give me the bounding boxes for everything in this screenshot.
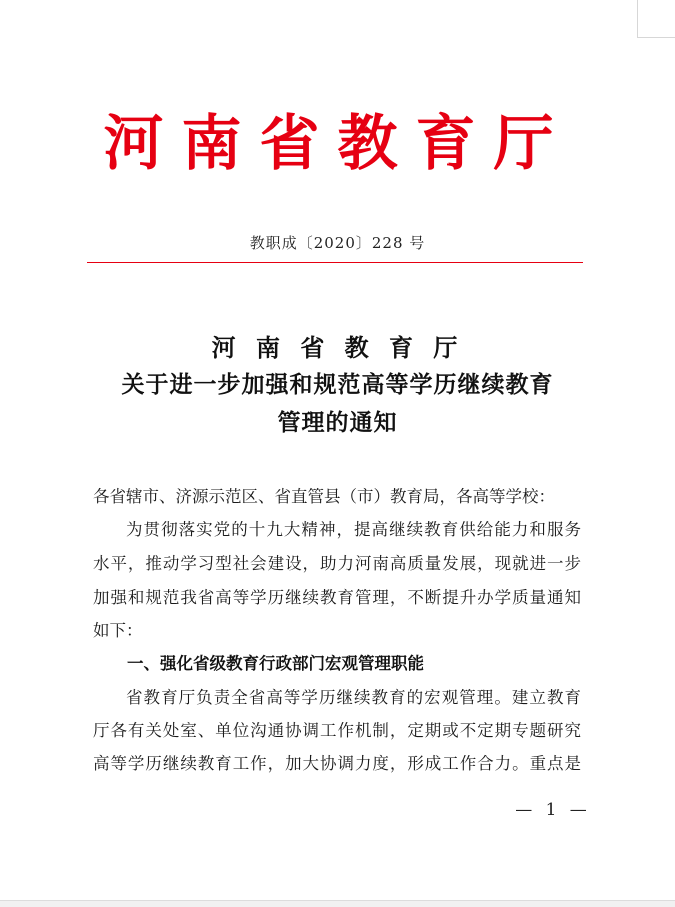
section-heading-1: 一、强化省级教育行政部门宏观管理职能 bbox=[127, 654, 424, 673]
paragraph-1-line-2: 水平，推动学习型社会建设，助力河南高质量发展，现就进一步 bbox=[93, 554, 581, 573]
page-number: — 1 — bbox=[515, 800, 591, 820]
title-line-3: 管理的通知 bbox=[277, 409, 398, 436]
red-divider-line bbox=[87, 262, 583, 263]
title-line-1: 河 南 省 教 育 厅 bbox=[211, 333, 464, 362]
paragraph-1-line-4: 如下： bbox=[93, 621, 143, 640]
masthead-title: 河南省教育厅 bbox=[103, 109, 572, 179]
title-line-2: 关于进一步加强和规范高等学历继续教育 bbox=[121, 371, 554, 398]
paragraph-1-line-1: 为贯彻落实党的十九大精神，提高继续教育供给能力和服务 bbox=[126, 520, 581, 539]
paragraph-2-line-3: 高等学历继续教育工作，加大协调力度，形成工作合力。重点是 bbox=[93, 754, 581, 773]
paragraph-1-line-3: 加强和规范我省高等学历继续教育管理，不断提升办学质量通知 bbox=[93, 588, 581, 607]
paragraph-2-line-2: 厅各有关处室、单位沟通协调工作机制，定期或不定期专题研究 bbox=[93, 721, 581, 740]
document-number: 教职成〔2020〕228 号 bbox=[249, 234, 426, 252]
page-corner-marker bbox=[637, 0, 675, 38]
salutation: 各省辖市、济源示范区、省直管县（市）教育局，各高等学校： bbox=[93, 487, 555, 506]
paragraph-2-line-1: 省教育厅负责全省高等学历继续教育的宏观管理。建立教育 bbox=[126, 688, 581, 707]
